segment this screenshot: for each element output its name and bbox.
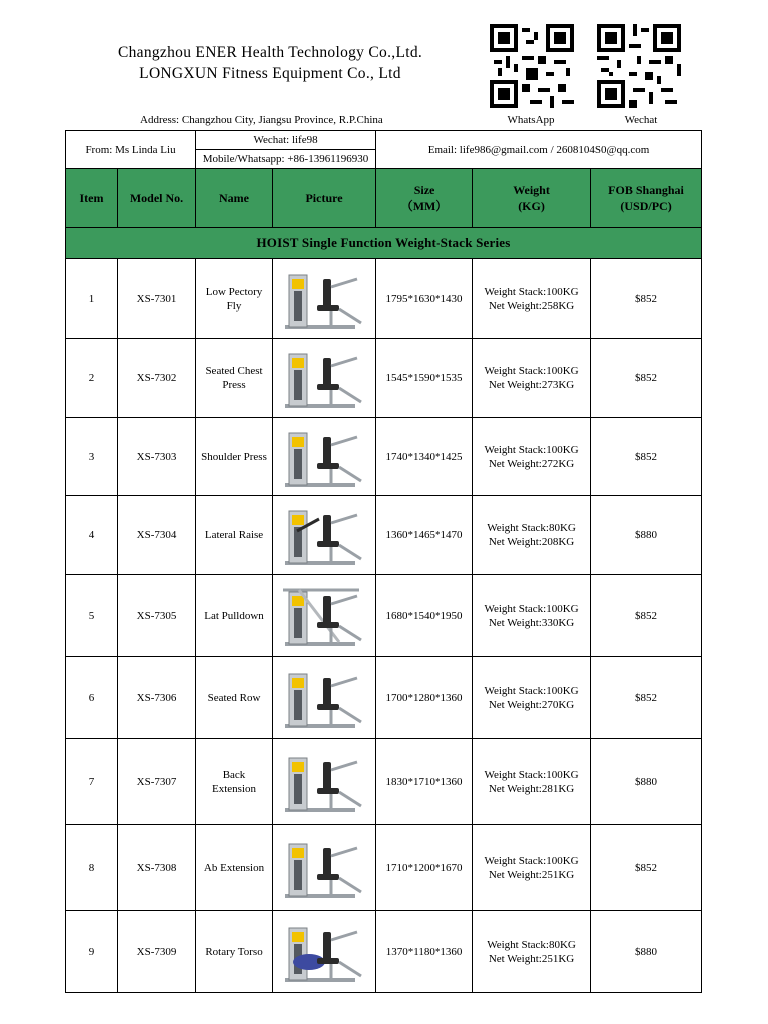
product-size: 1795*1630*1430 bbox=[376, 259, 473, 339]
item-number: 7 bbox=[66, 739, 118, 825]
product-picture bbox=[273, 739, 376, 825]
product-name-line2: Extension bbox=[212, 782, 257, 795]
table-row bbox=[66, 259, 702, 339]
wechat-label: Wechat bbox=[624, 114, 658, 126]
product-name-line1: Seated Row bbox=[207, 691, 261, 704]
net-weight: Net Weight:208KG bbox=[488, 536, 575, 548]
product-weight bbox=[473, 911, 591, 993]
product-weight bbox=[473, 825, 591, 911]
item-number: 1 bbox=[66, 259, 118, 339]
product-picture bbox=[273, 496, 376, 575]
product-weight bbox=[473, 657, 591, 739]
item-number: 6 bbox=[66, 657, 118, 739]
product-size: 1740*1340*1425 bbox=[376, 418, 473, 496]
net-weight: Net Weight:272KG bbox=[488, 457, 575, 470]
product-name-line2: Press bbox=[222, 379, 246, 391]
contact-row bbox=[66, 131, 702, 150]
contact-wechat: Wechat: life98 bbox=[196, 131, 376, 150]
weight-stack: Weight Stack:100KG bbox=[484, 684, 579, 697]
series-title: HOIST Single Function Weight-Stack Series bbox=[66, 228, 702, 259]
series-row bbox=[66, 228, 702, 259]
col-fob-line2: (USD/PC) bbox=[620, 199, 672, 213]
product-name-line1: Shoulder Press bbox=[201, 450, 267, 463]
table-row bbox=[66, 339, 702, 418]
ab-extension-machine-icon bbox=[275, 834, 373, 902]
product-name bbox=[196, 575, 273, 657]
product-price: $852 bbox=[591, 339, 702, 418]
model-number: XS-7307 bbox=[118, 739, 196, 825]
col-name: Name bbox=[196, 169, 273, 228]
contact-from: From: Ms Linda Liu bbox=[66, 131, 196, 169]
product-price: $852 bbox=[591, 575, 702, 657]
lateral-raise-machine-icon bbox=[275, 501, 373, 569]
col-fob-line1: FOB Shanghai bbox=[608, 183, 684, 197]
product-price: $880 bbox=[591, 739, 702, 825]
product-weight bbox=[473, 739, 591, 825]
table-row bbox=[66, 418, 702, 496]
net-weight: Net Weight:251KG bbox=[488, 952, 575, 965]
col-fob bbox=[591, 169, 702, 228]
product-size: 1370*1180*1360 bbox=[376, 911, 473, 993]
product-picture bbox=[273, 911, 376, 993]
product-size: 1700*1280*1360 bbox=[376, 657, 473, 739]
weight-stack: Weight Stack:100KG bbox=[484, 768, 579, 781]
lat-pulldown-machine-icon bbox=[275, 582, 373, 650]
contact-email[interactable]: Email: life986@gmail.com / 2608104S0@qq.com bbox=[376, 131, 702, 169]
table-row bbox=[66, 496, 702, 575]
model-number: XS-7305 bbox=[118, 575, 196, 657]
product-size: 1360*1465*1470 bbox=[376, 496, 473, 575]
product-weight bbox=[473, 496, 591, 575]
col-weight-line1: Weight bbox=[513, 183, 550, 197]
seated-row-machine-icon bbox=[275, 664, 373, 732]
product-name bbox=[196, 259, 273, 339]
net-weight: Net Weight:273KG bbox=[488, 379, 575, 391]
product-name bbox=[196, 418, 273, 496]
product-picture bbox=[273, 418, 376, 496]
product-price: $852 bbox=[591, 825, 702, 911]
price-list-table bbox=[65, 130, 702, 993]
item-number: 2 bbox=[66, 339, 118, 418]
net-weight: Net Weight:281KG bbox=[488, 782, 575, 795]
product-picture bbox=[273, 825, 376, 911]
product-size: 1680*1540*1950 bbox=[376, 575, 473, 657]
col-model: Model No. bbox=[118, 169, 196, 228]
weight-stack: Weight Stack:80KG bbox=[487, 522, 576, 534]
product-size: 1830*1710*1360 bbox=[376, 739, 473, 825]
whatsapp-label: WhatsApp bbox=[507, 114, 555, 126]
col-size bbox=[376, 169, 473, 228]
net-weight: Net Weight:330KG bbox=[488, 616, 575, 629]
model-number: XS-7309 bbox=[118, 911, 196, 993]
weight-stack: Weight Stack:100KG bbox=[484, 854, 579, 867]
company-name-line1: Changzhou ENER Health Technology Co.,Ltd. bbox=[117, 44, 423, 61]
product-name bbox=[196, 657, 273, 739]
weight-stack: Weight Stack:100KG bbox=[484, 602, 579, 615]
net-weight: Net Weight:270KG bbox=[488, 698, 575, 711]
col-weight-line2: (KG) bbox=[518, 199, 545, 213]
weight-stack: Weight Stack:100KG bbox=[484, 443, 579, 456]
product-name bbox=[196, 496, 273, 575]
model-number: XS-7304 bbox=[118, 496, 196, 575]
model-number: XS-7301 bbox=[118, 259, 196, 339]
table-row bbox=[66, 575, 702, 657]
rotary-torso-machine-icon bbox=[275, 918, 373, 986]
net-weight: Net Weight:251KG bbox=[488, 868, 575, 881]
product-name-line1: Back bbox=[222, 768, 246, 781]
chest-press-machine-icon bbox=[275, 344, 373, 412]
weight-stack: Weight Stack:100KG bbox=[484, 285, 579, 298]
weight-stack: Weight Stack:80KG bbox=[487, 938, 576, 951]
product-weight bbox=[473, 339, 591, 418]
pec-fly-machine-icon bbox=[275, 265, 373, 333]
product-name bbox=[196, 825, 273, 911]
product-price: $880 bbox=[591, 911, 702, 993]
product-name-line1: Ab Extension bbox=[203, 861, 265, 874]
net-weight: Net Weight:258KG bbox=[488, 299, 575, 312]
table-row bbox=[66, 825, 702, 911]
product-name-line1: Rotary Torso bbox=[205, 945, 263, 958]
model-number: XS-7303 bbox=[118, 418, 196, 496]
product-name bbox=[196, 911, 273, 993]
product-weight bbox=[473, 259, 591, 339]
product-weight bbox=[473, 418, 591, 496]
model-number: XS-7306 bbox=[118, 657, 196, 739]
product-name-line1: Lateral Raise bbox=[204, 529, 264, 541]
product-picture bbox=[273, 259, 376, 339]
item-number: 4 bbox=[66, 496, 118, 575]
col-size-line2: （MM） bbox=[400, 199, 448, 213]
company-name-line2: LONGXUN Fitness Equipment Co., Ltd bbox=[139, 65, 401, 82]
model-number: XS-7302 bbox=[118, 339, 196, 418]
product-picture bbox=[273, 657, 376, 739]
wechat-qr-code-icon bbox=[597, 24, 681, 108]
product-size: 1545*1590*1535 bbox=[376, 339, 473, 418]
product-price: $852 bbox=[591, 657, 702, 739]
col-weight bbox=[473, 169, 591, 228]
item-number: 9 bbox=[66, 911, 118, 993]
product-weight bbox=[473, 575, 591, 657]
company-header bbox=[60, 42, 480, 84]
shoulder-press-machine-icon bbox=[275, 423, 373, 491]
whatsapp-qr-code-icon bbox=[490, 24, 574, 108]
table-row bbox=[66, 911, 702, 993]
product-name bbox=[196, 739, 273, 825]
column-header-row bbox=[66, 169, 702, 228]
product-price: $852 bbox=[591, 259, 702, 339]
product-name-line2: Fly bbox=[226, 299, 242, 312]
product-picture bbox=[273, 339, 376, 418]
company-address: Address: Changzhou City, Jiangsu Province, R.P.China bbox=[140, 114, 383, 126]
product-picture bbox=[273, 575, 376, 657]
col-size-line1: Size bbox=[413, 183, 435, 197]
product-name-line1: Low Pectory bbox=[205, 285, 263, 298]
model-number: XS-7308 bbox=[118, 825, 196, 911]
col-picture: Picture bbox=[273, 169, 376, 228]
product-name-line1: Seated Chest bbox=[205, 365, 263, 377]
product-name bbox=[196, 339, 273, 418]
item-number: 5 bbox=[66, 575, 118, 657]
product-price: $852 bbox=[591, 418, 702, 496]
col-item: Item bbox=[66, 169, 118, 228]
product-price: $880 bbox=[591, 496, 702, 575]
table-row bbox=[66, 657, 702, 739]
contact-mobile: Mobile/Whatsapp: +86-13961196930 bbox=[196, 150, 376, 169]
product-name-line1: Lat Pulldown bbox=[204, 609, 264, 622]
item-number: 8 bbox=[66, 825, 118, 911]
product-size: 1710*1200*1670 bbox=[376, 825, 473, 911]
item-number: 3 bbox=[66, 418, 118, 496]
table-row bbox=[66, 739, 702, 825]
weight-stack: Weight Stack:100KG bbox=[484, 365, 579, 377]
back-extension-machine-icon bbox=[275, 748, 373, 816]
